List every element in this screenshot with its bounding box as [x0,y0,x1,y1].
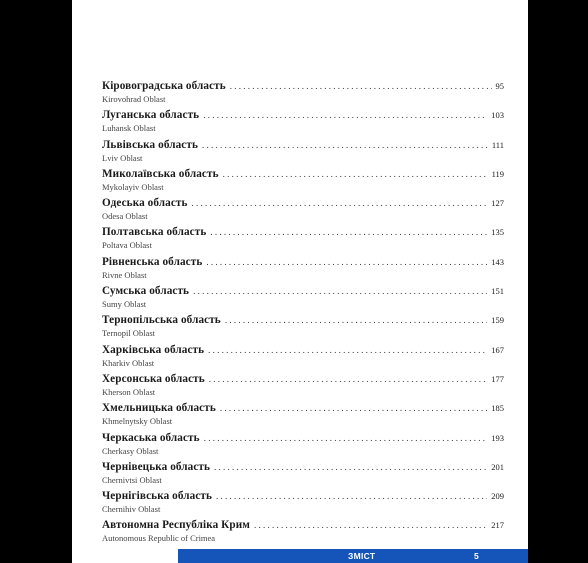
toc-entry-title: Тернопільська область [102,314,221,327]
toc-entry-subtitle: Poltava Oblast [102,240,152,251]
dot-leader [202,140,488,150]
toc-entry-title: Чернівецька область [102,460,211,473]
toc-entry-title: Кіровоградська область [102,80,226,92]
toc-entry[interactable] [102,314,504,343]
toc-entry[interactable] [102,432,504,461]
toc-entry-title: Луганська область [102,109,200,122]
footer-page-number: 5 [474,551,479,561]
dot-leader [210,227,487,237]
toc-entry[interactable] [102,226,504,255]
toc-entry-title: Автономна Республіка Крим [102,519,250,532]
toc-entry[interactable] [102,344,504,373]
toc-entry-row [102,80,504,94]
toc-entry-page-number: 135 [491,227,504,238]
toc-entry-page-number: 209 [491,491,504,502]
toc-entry-page-number: 103 [491,110,504,121]
toc-entry-page-number: 143 [491,256,504,267]
toc-entry[interactable] [102,168,504,197]
footer-bar [178,549,528,563]
dot-leader [216,491,487,501]
toc-entry-title: Сумська область [102,285,190,298]
toc-entry-page-number: 167 [491,344,504,355]
dot-leader [223,169,488,179]
toc-entry-page-number: 177 [491,373,504,384]
toc-entry-title: Львівська область [102,138,198,151]
toc-entry-row [102,314,504,328]
toc-entry-title: Черкаська область [102,431,200,444]
toc-entry-title: Миколаївська область [102,167,219,180]
document-page [72,0,528,563]
toc-entry-page-number: 111 [491,139,504,150]
toc-entry-subtitle: Kharkiv Oblast [102,357,155,368]
dot-leader [192,198,488,208]
table-of-contents [102,80,504,549]
toc-entry-subtitle: Lviv Oblast [102,152,143,163]
toc-entry-row [102,461,504,475]
dot-leader [254,520,487,530]
toc-entry[interactable] [102,373,504,402]
toc-entry-page-number: 95 [495,81,504,91]
dot-leader [230,81,492,91]
toc-entry-subtitle: Kirovohrad Oblast [102,94,166,104]
toc-entry-page-number: 185 [491,403,504,414]
toc-entry-row [102,109,504,123]
toc-entry-title: Рівненська область [102,255,203,268]
toc-entry-page-number: 151 [491,286,504,297]
toc-entry-title: Одеська область [102,197,188,210]
toc-entry[interactable] [102,285,504,314]
toc-entry[interactable] [102,139,504,168]
toc-entry-row [102,432,504,446]
toc-entry-title: Чернігівська область [102,490,213,503]
toc-entry-row [102,519,504,533]
toc-entry[interactable] [102,256,504,285]
toc-entry-title: Полтавська область [102,226,207,239]
toc-entry-subtitle: Rivne Oblast [102,269,147,280]
toc-entry-page-number: 201 [491,461,504,472]
toc-entry-page-number: 193 [491,432,504,443]
toc-entry-row [102,402,504,416]
toc-entry-subtitle: Odesa Oblast [102,211,148,222]
toc-entry[interactable] [102,461,504,490]
toc-entry-row [102,256,504,270]
toc-entry-row [102,490,504,504]
dot-leader [209,374,487,384]
toc-entry[interactable] [102,519,504,548]
toc-entry-row [102,197,504,211]
toc-entry-subtitle: Khmelnytsky Oblast [102,416,173,427]
toc-entry-subtitle: Kherson Oblast [102,386,156,397]
toc-entry-row [102,226,504,240]
toc-entry-title: Хмельницька область [102,402,216,415]
dot-leader [208,345,487,355]
toc-entry-page-number: 217 [491,520,504,531]
toc-entry[interactable] [102,490,504,519]
dot-leader [214,462,487,472]
dot-leader [193,286,487,296]
toc-entry-subtitle: Mykolayiv Oblast [102,181,164,192]
toc-entry-subtitle: Sumy Oblast [102,299,147,310]
toc-entry-subtitle: Autonomous Republic of Crimea [102,533,216,544]
toc-entry[interactable] [102,109,504,138]
dot-leader [203,110,487,120]
toc-entry-page-number: 119 [491,168,504,179]
toc-entry-subtitle: Luhansk Oblast [102,123,156,134]
toc-entry-subtitle: Cherkasy Oblast [102,445,159,456]
toc-entry-row [102,344,504,358]
toc-entry-title: Харківська область [102,343,205,356]
toc-entry-title: Херсонська область [102,372,205,385]
toc-entry[interactable] [102,80,504,109]
toc-entry-row [102,373,504,387]
dot-leader [204,433,488,443]
toc-entry-subtitle: Ternopil Oblast [102,328,155,339]
toc-entry-page-number: 159 [491,315,504,326]
toc-entry-page-number: 127 [491,198,504,209]
toc-entry-row [102,285,504,299]
toc-entry-row [102,139,504,153]
toc-entry-subtitle: Chernivtsi Oblast [102,474,162,485]
footer-section-label: ЗМІСТ [348,551,376,561]
toc-entry-row [102,168,504,182]
dot-leader [225,315,487,325]
toc-entry[interactable] [102,197,504,226]
dot-leader [206,257,487,267]
toc-entry[interactable] [102,402,504,431]
toc-entry-subtitle: Chernihiv Oblast [102,504,161,515]
dot-leader [220,403,487,413]
